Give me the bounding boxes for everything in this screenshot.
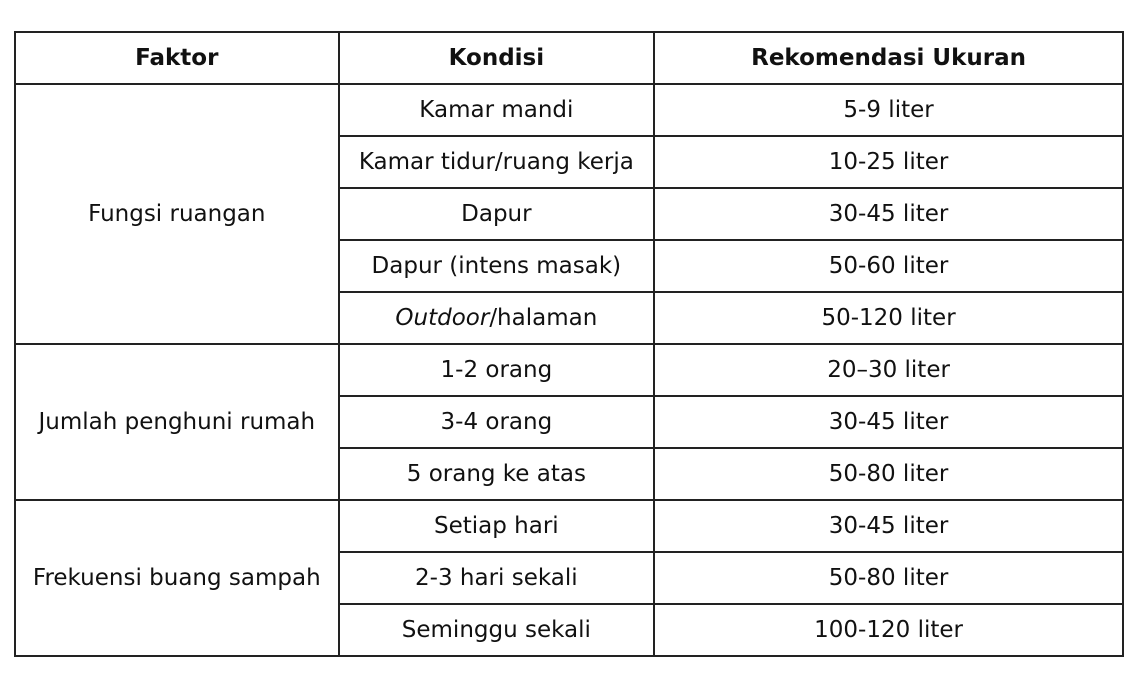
header-faktor: Faktor: [15, 32, 339, 84]
kondisi-cell: Seminggu sekali: [339, 604, 655, 656]
ukuran-cell: 20–30 liter: [654, 344, 1123, 396]
ukuran-cell: 50-60 liter: [654, 240, 1123, 292]
ukuran-cell: 5-9 liter: [654, 84, 1123, 136]
ukuran-cell: 10-25 liter: [654, 136, 1123, 188]
kondisi-cell: Dapur (intens masak): [339, 240, 655, 292]
ukuran-cell: 50-80 liter: [654, 552, 1123, 604]
ukuran-cell: 50-120 liter: [654, 292, 1123, 344]
kondisi-italic-text: Outdoor: [395, 305, 490, 331]
kondisi-cell: Setiap hari: [339, 500, 655, 552]
table-row: [15, 84, 1123, 136]
faktor-cell-jumlah-penghuni: Jumlah penghuni rumah: [15, 344, 339, 500]
kondisi-cell: Dapur: [339, 188, 655, 240]
ukuran-cell: 100-120 liter: [654, 604, 1123, 656]
faktor-cell-fungsi-ruangan: Fungsi ruangan: [15, 84, 339, 344]
table-row: [15, 500, 1123, 552]
ukuran-cell: 30-45 liter: [654, 396, 1123, 448]
kondisi-cell: 1-2 orang: [339, 344, 655, 396]
table-body: [15, 84, 1123, 656]
header-kondisi: Kondisi: [339, 32, 655, 84]
kondisi-cell: [339, 292, 655, 344]
kondisi-cell: 2-3 hari sekali: [339, 552, 655, 604]
ukuran-cell: 50-80 liter: [654, 448, 1123, 500]
trash-bin-size-table: [14, 31, 1124, 657]
kondisi-rest-text: /halaman: [489, 305, 598, 331]
kondisi-cell: 3-4 orang: [339, 396, 655, 448]
ukuran-cell: 30-45 liter: [654, 188, 1123, 240]
kondisi-cell: Kamar tidur/ruang kerja: [339, 136, 655, 188]
table-row: [15, 344, 1123, 396]
faktor-cell-frekuensi-buang-sampah: Frekuensi buang sampah: [15, 500, 339, 656]
header-rekomendasi-ukuran: Rekomendasi Ukuran: [654, 32, 1123, 84]
ukuran-cell: 30-45 liter: [654, 500, 1123, 552]
header-row: [15, 32, 1123, 84]
kondisi-cell: 5 orang ke atas: [339, 448, 655, 500]
table-header: [15, 32, 1123, 84]
kondisi-cell: Kamar mandi: [339, 84, 655, 136]
